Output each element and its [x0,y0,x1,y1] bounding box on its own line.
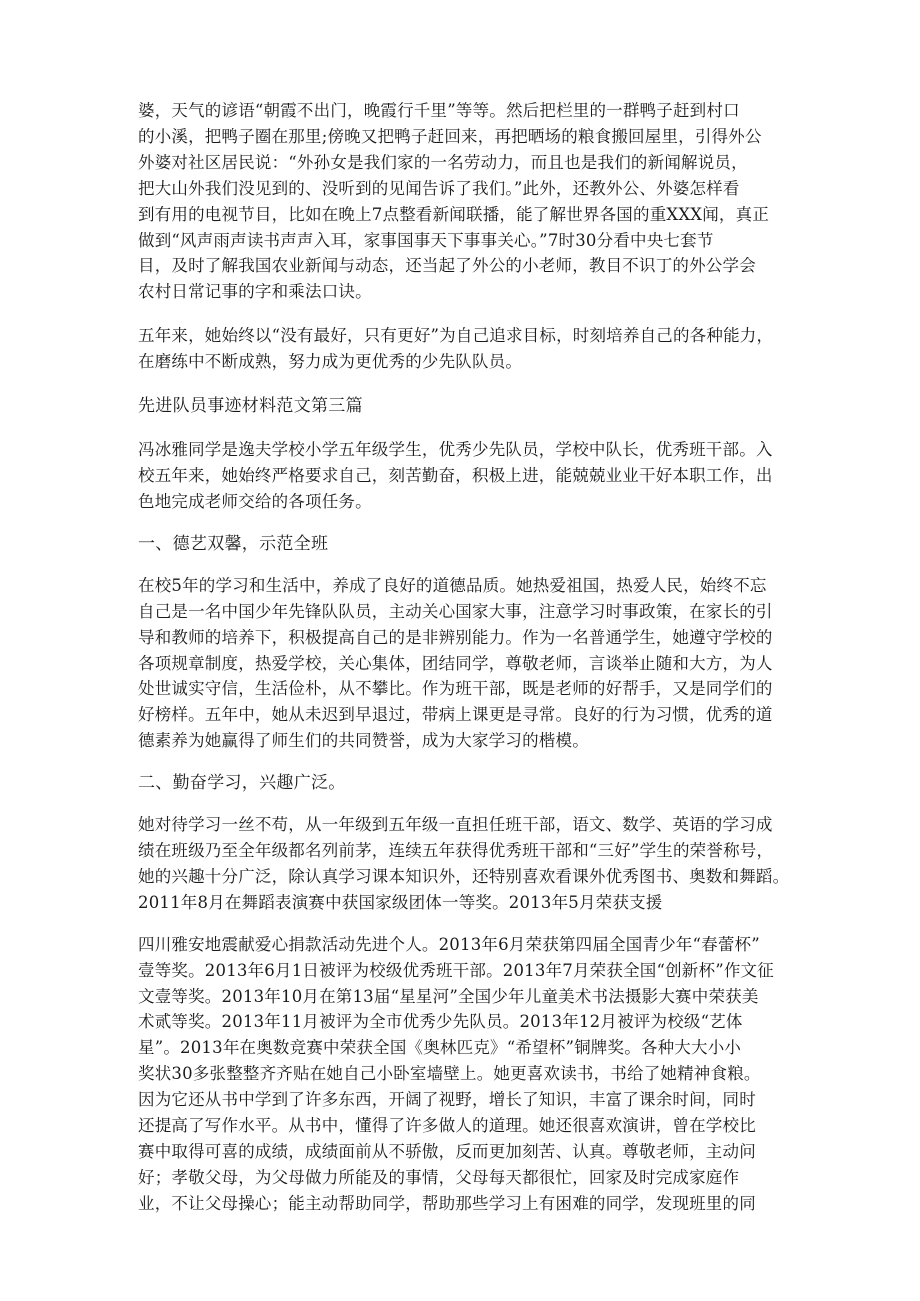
spacer [138,375,790,393]
text-line: 绩在班级乃至全年级都名列前茅，连续五年获得优秀班干部和“三好”学生的荣誉称号， [138,841,774,861]
paragraph-5 [138,812,790,916]
subsection-heading-2: 二、勤奋学习，兴趣广泛。 [138,773,346,794]
text-line: 导和教师的培养下，积极提高自己的是非辨别能力。作为一名普通学生，她遵守学校的 [138,627,773,647]
text-line: 文壹等奖。2013年10月在第13届“星星河”全国少年儿童美术书法摄影大赛中荣获美 [138,986,759,1006]
text-line: 因为它还从书中学到了许多东西，开阔了视野，增长了知识，丰富了课余时间，同时 [138,1090,756,1110]
text-line: 还提高了写作水平。从书中，懂得了许多做人的道理。她还很喜欢演讲，曾在学校比 [138,1116,756,1136]
text-line: 壹等奖。2013年6月1日被评为校级优秀班干部。2013年7月荣获全国“创新杯”作文征 [138,960,774,980]
text-line: 各项规章制度，热爱学校，关心集体，团结同学，尊敬老师，言谈举止随和大方，为人 [138,653,773,673]
text-line: 她对待学习一丝不苟，从一年级到五年级一直担任班干部，语文、数学、英语的学习成 [138,815,773,835]
text-line: 农村日常记事的字和乘法口诀。 [138,282,372,302]
paragraph-3 [138,437,790,515]
paragraph-2 [138,323,790,375]
text-line: 德素养为她赢得了师生们的共同赞誉，成为大家学习的楷模。 [138,731,589,751]
text-line: 目，及时了解我国农业新闻与动态，还当起了外公的小老师，教目不识丁的外公学会 [138,256,756,276]
text-line: 自己是一名中国少年先锋队队员，主动关心国家大事，注意学习时事政策，在家长的引 [138,601,773,621]
spacer [138,305,790,323]
text-line: 把大山外我们没见到的、没听到的见闻告诉了我们。”此外，还教外公、外婆怎样看 [138,178,740,198]
text-line: 冯冰雅同学是逸夫学校小学五年级学生，优秀少先队员，学校中队长，优秀班干部。入 [138,440,773,460]
text-line: 奖状30多张整整齐齐贴在她自己小卧室墙壁上。她更喜欢读书，书给了她精神食粮。 [138,1064,761,1084]
text-line: 好榜样。五年中，她从未迟到早退过，带病上课更是寻常。良好的行为习惯，优秀的道 [138,705,773,725]
text-line: 她的兴趣十分广泛，除认真学习课本知识外，还特别喜欢看课外优秀图书、奥数和舞蹈。 [138,866,790,886]
text-line: 婆，天气的谚语“朝霞不出门，晚霞行千里”等等。然后把栏里的一群鸭子赶到村口 [138,101,740,120]
spacer [138,557,790,573]
subsection-heading-1: 一、德艺双馨，示范全班 [138,533,329,554]
spacer [138,796,790,812]
text-line: 色地完成老师交给的各项任务。 [138,491,372,511]
text-line: 五年来，她始终以“没有最好，只有更好”为自己追求目标，时刻培养自己的各种能力， [138,326,774,346]
text-line: 外婆对社区居民说：“外孙女是我们家的一名劳动力，而且也是我们的新闻解说员， [138,152,748,172]
text-line: 处世诚实守信，生活俭朴，从不攀比。作为班干部，既是老师的好帮手，又是同学们的 [138,679,773,699]
text-line: 校五年来，她始终严格要求自己，刻苦勤奋，积极上进，能兢兢业业干好本职工作，出 [138,465,773,485]
text-line: 的小溪，把鸭子圈在那里;傍晚又把鸭子赶回来，再把晒场的粮食搬回屋里，引得外公 [138,126,762,146]
text-line: 好；孝敬父母，为父母做力所能及的事情，父母每天都很忙，回家及时完成家庭作 [138,1167,740,1187]
text-line: 在磨练中不断成熟，努力成为更优秀的少先队队员。 [138,352,523,372]
text-line: 术贰等奖。2013年11月被评为全市优秀少先队员。2013年12月被评为校级“艺体 [138,1012,743,1032]
text-line: 2011年8月在舞蹈表演赛中获国家级团体一等奖。2013年5月荣获支援 [138,892,663,912]
paragraph-6 [138,932,790,1217]
spacer [138,916,790,932]
text-line: 星”。2013年在奥数竞赛中荣获全国《奥林匹克》“希望杯”铜牌奖。各种大大小小 [138,1038,742,1058]
section-title: 先进队员事迹材料范文第三篇 [138,396,363,417]
text-line: 业，不让父母操心；能主动帮助同学，帮助那些学习上有困难的同学，发现班里的同 [138,1193,756,1213]
paragraph-1 [138,98,790,305]
spacer [138,515,790,531]
text-line: 在校5年的学习和生活中，养成了良好的道德品质。她热爱祖国，热爱人民，始终不忘 [138,575,767,595]
text-line: 做到“风声雨声读书声声入耳，家事国事天下事事关心。”7时30分看中央七套节 [138,230,714,250]
spacer [138,754,790,770]
paragraph-4 [138,573,790,754]
document-body [138,98,790,1217]
text-line: 四川雅安地震献爱心捐款活动先进个人。2013年6月荣获第四届全国青少年“春蕾杯” [138,934,760,954]
text-line: 赛中取得可喜的成绩，成绩面前从不骄傲，反而更加刻苦、认真。尊敬老师，主动问 [138,1142,756,1161]
text-line: 到有用的电视节目，比如在晚上7点整看新闻联播，能了解世界各国的重XXX闻，真正 [138,204,770,224]
spacer [138,419,790,437]
